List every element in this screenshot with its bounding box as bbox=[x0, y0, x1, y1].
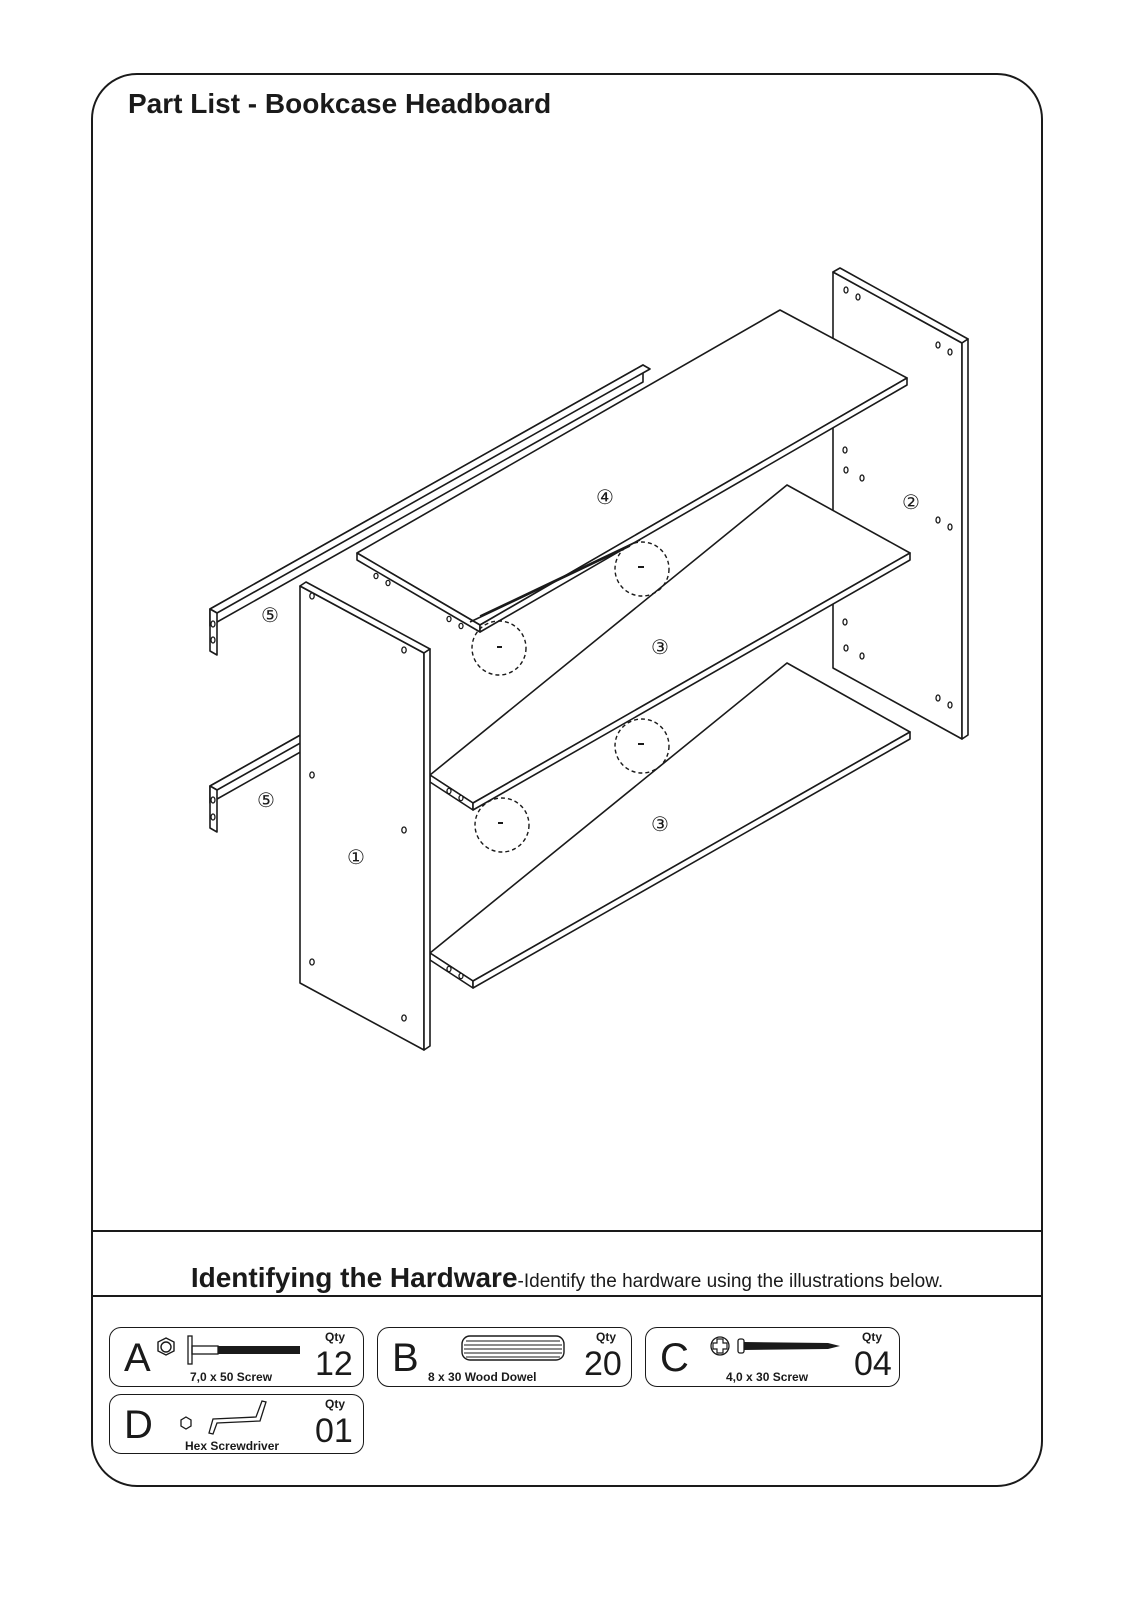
hardware-a-letter: A bbox=[124, 1336, 151, 1380]
hardware-c-box bbox=[645, 1327, 900, 1387]
hardware-title: Identifying the Hardware bbox=[190, 1262, 518, 1293]
hardware-a-caption: 7,0 x 50 Screw bbox=[190, 1370, 273, 1384]
hex-key-icon bbox=[172, 1397, 272, 1437]
divider-top bbox=[91, 1230, 1043, 1232]
hardware-b-qty-label: Qty bbox=[596, 1330, 617, 1344]
hardware-d-letter: D bbox=[124, 1403, 153, 1447]
part-label-2: ② bbox=[902, 490, 920, 514]
hardware-a-box bbox=[109, 1327, 364, 1387]
part-label-1: ① bbox=[347, 845, 365, 869]
part-label-3a: ③ bbox=[651, 635, 669, 659]
hardware-heading bbox=[91, 1262, 1043, 1294]
hardware-a-qty: 12 bbox=[315, 1345, 353, 1383]
part-label-4: ④ bbox=[596, 485, 614, 509]
hardware-c-qty: 04 bbox=[854, 1345, 892, 1383]
hardware-d-box bbox=[109, 1394, 364, 1454]
panel-2 bbox=[833, 268, 968, 739]
hardware-d-qty-label: Qty bbox=[325, 1397, 346, 1411]
hardware-d-qty: 01 bbox=[315, 1412, 353, 1450]
hardware-b-box bbox=[377, 1327, 632, 1387]
hardware-d-caption: Hex Screwdriver bbox=[185, 1439, 280, 1453]
hardware-b-caption: 8 x 30 Wood Dowel bbox=[428, 1370, 537, 1384]
hardware-c-caption: 4,0 x 30 Screw bbox=[726, 1370, 809, 1384]
hardware-b-letter: B bbox=[392, 1336, 419, 1380]
part-label-5b: ⑤ bbox=[257, 788, 275, 812]
hardware-b-qty: 20 bbox=[584, 1345, 622, 1383]
divider-bottom bbox=[91, 1295, 1043, 1297]
hardware-c-qty-label: Qty bbox=[862, 1330, 883, 1344]
bolt-icon bbox=[152, 1332, 302, 1366]
part-label-5a: ⑤ bbox=[261, 603, 279, 627]
page-title: Part List - Bookcase Headboard bbox=[128, 88, 552, 119]
part-label-3b: ③ bbox=[651, 812, 669, 836]
screw-icon bbox=[708, 1334, 848, 1362]
hardware-description: -Identify the hardware using the illustrations below. bbox=[517, 1271, 944, 1292]
shelf-bottom bbox=[430, 663, 910, 988]
hardware-c-letter: C bbox=[660, 1336, 689, 1380]
panel-1 bbox=[300, 582, 430, 1050]
dowel-icon bbox=[460, 1334, 570, 1364]
hardware-a-qty-label: Qty bbox=[325, 1330, 346, 1344]
